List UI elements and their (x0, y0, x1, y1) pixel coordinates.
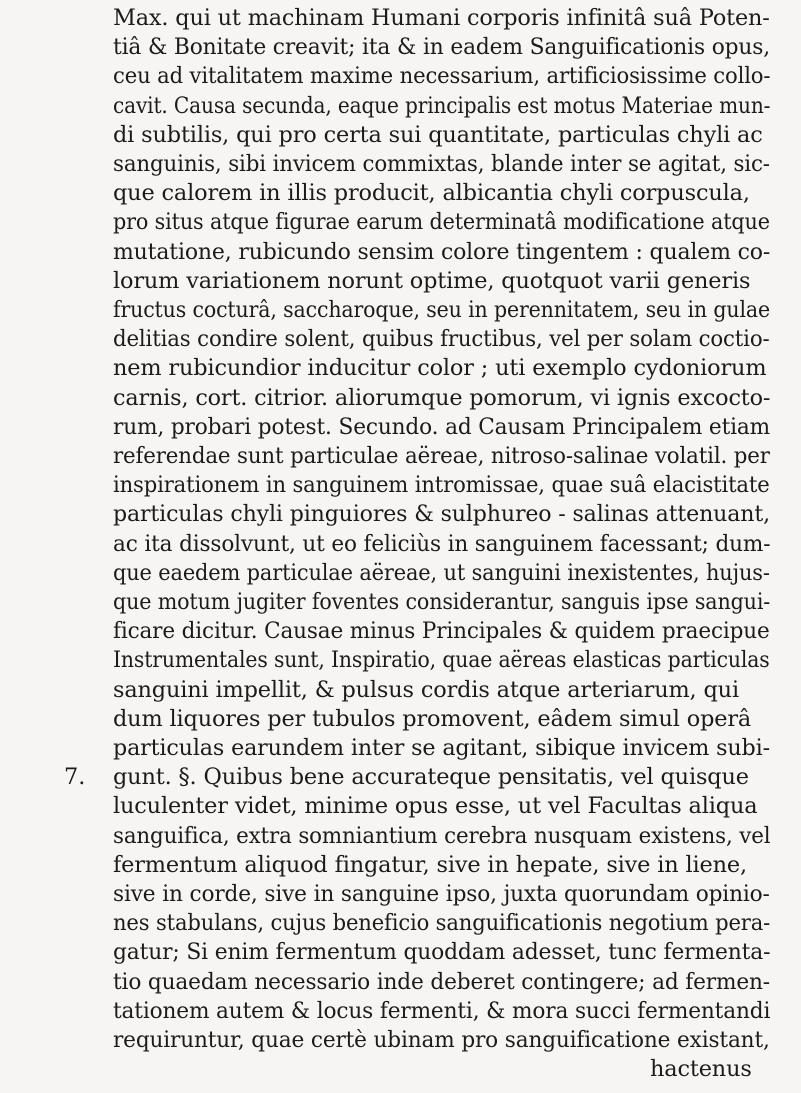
text-line: luculenter videt, minime opus esse, ut vel Facultas aliqua (113, 793, 758, 820)
text-line: delitias condire solent, quibus fructibus, vel per solam coctio- (113, 326, 770, 353)
text-line: dum liquores per tubulos promovent, eâdem simul operâ (113, 705, 752, 732)
text-line: nes stabulans, cujus beneficio sanguificationis negotium pera- (113, 910, 771, 937)
text-line: fructus cocturâ, saccharoque, seu in perennitatem, seu in gulae (113, 297, 770, 323)
text-line: rum, probari potest. Secundo. ad Causam Principalem etiam (113, 413, 771, 440)
text-line: mutatione, rubicundo sensim colore tingentem : qualem co- (113, 238, 771, 265)
text-line: carnis, cort. citrior. aliorumque pomorum, vi ignis excocto- (113, 384, 771, 411)
text-line: Max. qui ut machinam Humani corporis infinitâ suâ Poten- (113, 5, 770, 31)
text-line: que eaedem particulae aëreae, ut sanguini inexistentes, hujus- (113, 559, 770, 586)
text-line: ficare dicitur. Causae minus Principales & quidem praecipue (113, 618, 770, 645)
text-line: referendae sunt particulae aëreae, nitroso-salinae volatil. per (113, 443, 770, 469)
text-line: que motum jugiter foventes considerantur, sanguis ipse sangui- (113, 589, 771, 615)
text-line: gatur; Si enim fermentum quoddam adesset, tunc fermenta- (113, 939, 771, 966)
text-line: particulas chyli pinguiores & sulphureo - salinas attenuant, (113, 501, 770, 528)
text-line: tiâ & Bonitate creavit; ita & in eadem Sanguificationis opus, (113, 34, 771, 61)
text-line: lorum variationem norunt optime, quotquot varii generis (113, 267, 751, 294)
text-line: pro situs atque figurae earum determinatâ modificatione atque (113, 209, 770, 236)
text-line: di subtilis, qui pro certa sui quantitate, particulas chyli ac (113, 121, 763, 148)
text-line: sive in corde, sive in sanguine ipso, juxta quorundam opinio- (113, 881, 770, 907)
text-line: hactenus (650, 1056, 752, 1083)
text-line: Instrumentales sunt, Inspiratio, quae aëreas elasticas particulas (113, 647, 770, 674)
text-line: particulas earundem inter se agitant, sibique invicem subi- (113, 735, 770, 761)
text-line: sanguifica, extra somniantium cerebra nusquam existens, vel (113, 822, 771, 849)
margin-number: 7. (64, 764, 86, 791)
text-line: ceu ad vitalitatem maxime necessarium, artificiosissime collo- (113, 63, 771, 90)
text-line: sanguinis, sibi invicem commixtas, blande inter se agitat, sic- (113, 151, 770, 177)
text-line: ac ita dissolvunt, ut eo feliciùs in sanguinem facessant; dum- (113, 530, 771, 557)
text-line: fermentum aliquod fingatur, sive in hepate, sive in liene, (113, 851, 747, 878)
text-line: sanguini impellit, & pulsus cordis atque arteriarum, qui (113, 676, 739, 703)
text-line: nem rubicundior inducitur color ; uti exemplo cydoniorum (113, 355, 767, 382)
text-line: cavit. Causa secunda, eaque principalis est motus Materiae mun- (113, 92, 771, 119)
text-line: tationem autem & locus fermenti, & mora succi fermentandi (113, 997, 771, 1024)
text-line: gunt. §. Quibus bene accurateque pensitatis, vel quisque (113, 764, 749, 791)
text-line: requiruntur, quae certè ubinam pro sanguificatione existant, (113, 1027, 770, 1053)
text-line: inspirationem in sanguinem intromissae, quae suâ elacistitate (113, 472, 770, 499)
text-line: tio quaedam necessario inde deberet contingere; ad fermen- (113, 968, 770, 995)
text-line: que calorem in illis producit, albicantia chyli corpuscula, (113, 180, 750, 207)
